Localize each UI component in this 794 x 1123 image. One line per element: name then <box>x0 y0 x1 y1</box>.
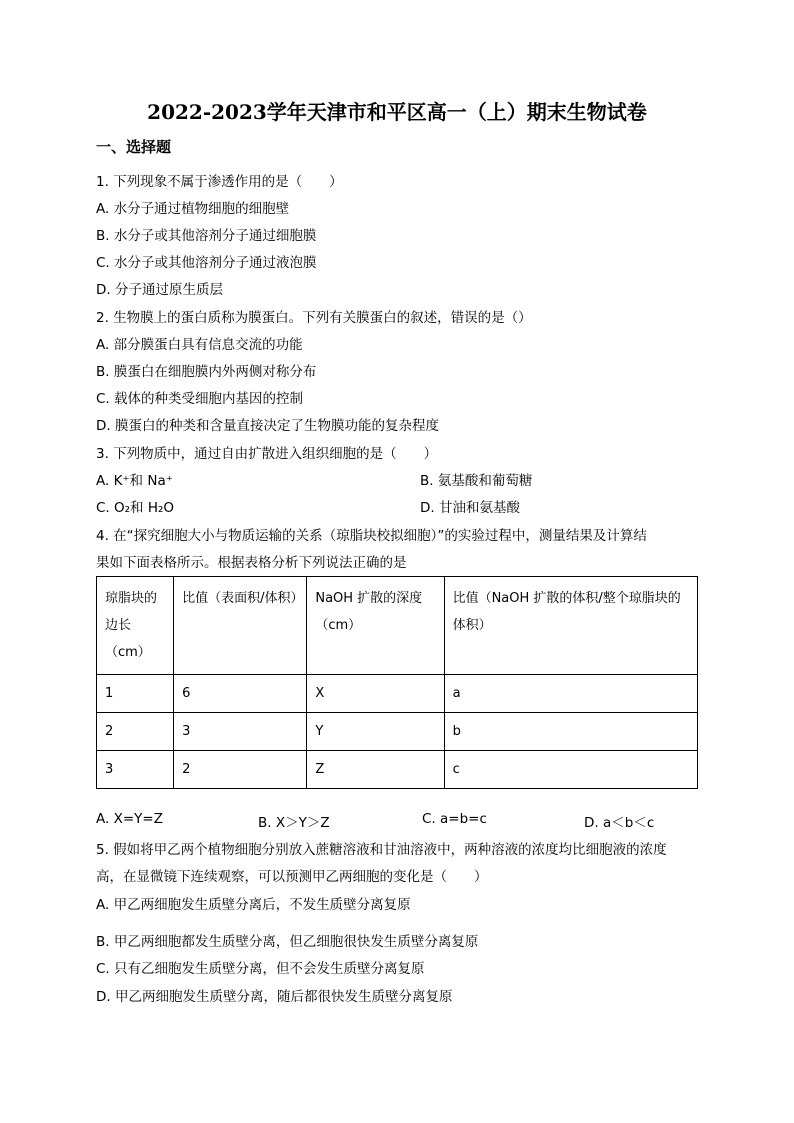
table-cell: 3 <box>174 713 307 751</box>
question-2-option-c: C. 载体的种类受细胞内基因的控制 <box>96 391 304 407</box>
question-3-option-d: D. 甘油和氨基酸 <box>420 500 520 516</box>
question-5-option-d: D. 甲乙两细胞发生质壁分离，随后都很快发生质壁分离复原 <box>96 989 453 1005</box>
table-header-cell: NaOH 扩散的深度（cm） <box>307 577 444 675</box>
table-header-cell: 比值（表面积/体积） <box>174 577 307 675</box>
table-row <box>97 713 698 751</box>
question-2-option-d: D. 膜蛋白的种类和含量直接决定了生物膜功能的复杂程度 <box>96 418 439 434</box>
page-title: 2022-2023学年天津市和平区高一（上）期末生物试卷 <box>147 100 647 124</box>
table-cell: Y <box>307 713 444 751</box>
question-5-stem-line-2: 高，在显微镜下连续观察，可以预测甲乙两细胞的变化是（ ） <box>96 869 488 885</box>
question-5-option-b: B. 甲乙两细胞都发生质壁分离，但乙细胞很快发生质壁分离复原 <box>96 934 479 950</box>
table-cell: Z <box>307 751 444 789</box>
table-cell: 2 <box>97 713 174 751</box>
table-cell: c <box>444 751 697 789</box>
question-1-stem: 1. 下列现象不属于渗透作用的是（ ） <box>96 174 343 190</box>
table-cell: b <box>444 713 697 751</box>
table-cell: 3 <box>97 751 174 789</box>
question-3-option-a: A. K⁺和 Na⁺ <box>96 473 173 489</box>
question-4-options <box>96 811 716 829</box>
question-4-stem-line-1: 4. 在“探究细胞大小与物质运输的关系（琼脂块校拟细胞）”的实验过程中，测量结果及计算结 <box>96 528 647 544</box>
table-header-row <box>97 577 698 675</box>
question-3-option-c: C. O₂和 H₂O <box>96 500 175 516</box>
question-3-stem: 3. 下列物质中，通过自由扩散进入组织细胞的是（ ） <box>96 446 438 462</box>
question-2-option-b: B. 膜蛋白在细胞膜内外两侧对称分布 <box>96 364 317 380</box>
question-5-stem-line-1: 5. 假如将甲乙两个植物细胞分别放入蔗糖溶液和甘油溶液中，两种溶液的浓度均比细胞液的浓度 <box>96 842 667 858</box>
question-4-stem-line-2: 果如下面表格所示。根据表格分析下列说法正确的是 <box>96 555 407 571</box>
table-row <box>97 751 698 789</box>
question-4-option-c: C. a=b=c <box>422 811 487 827</box>
question-1-option-b: B. 水分子或其他溶剂分子通过细胞膜 <box>96 228 317 244</box>
table-cell: a <box>444 675 697 713</box>
table-cell: 1 <box>97 675 174 713</box>
question-5-option-a: A. 甲乙两细胞发生质壁分离后，不发生质壁分离复原 <box>96 897 411 913</box>
table-header-cell: 比值（NaOH 扩散的体积/整个琼脂块的体积） <box>444 577 697 675</box>
question-3-option-b: B. 氨基酸和葡萄糖 <box>420 473 533 489</box>
experiment-table <box>96 576 698 789</box>
question-2-stem: 2. 生物膜上的蛋白质称为膜蛋白。下列有关膜蛋白的叙述，错误的是（） <box>96 310 532 326</box>
question-2-option-a: A. 部分膜蛋白具有信息交流的功能 <box>96 337 303 353</box>
table-cell: X <box>307 675 444 713</box>
question-4-option-a: A. X=Y=Z <box>96 811 163 827</box>
table-cell: 6 <box>174 675 307 713</box>
question-1-option-c: C. 水分子或其他溶剂分子通过液泡膜 <box>96 255 317 271</box>
table-cell: 2 <box>174 751 307 789</box>
question-1-option-a: A. 水分子通过植物细胞的细胞壁 <box>96 201 290 217</box>
table-header-cell: 琼脂块的边长（cm） <box>97 577 174 675</box>
section-heading: 一、选择题 <box>96 138 172 156</box>
question-4-option-b: B. X＞Y＞Z <box>258 815 330 831</box>
question-1-option-d: D. 分子通过原生质层 <box>96 282 223 298</box>
question-5-option-c: C. 只有乙细胞发生质壁分离，但不会发生质壁分离复原 <box>96 961 425 977</box>
table-row <box>97 675 698 713</box>
question-4-option-d: D. a＜b＜c <box>584 815 655 831</box>
